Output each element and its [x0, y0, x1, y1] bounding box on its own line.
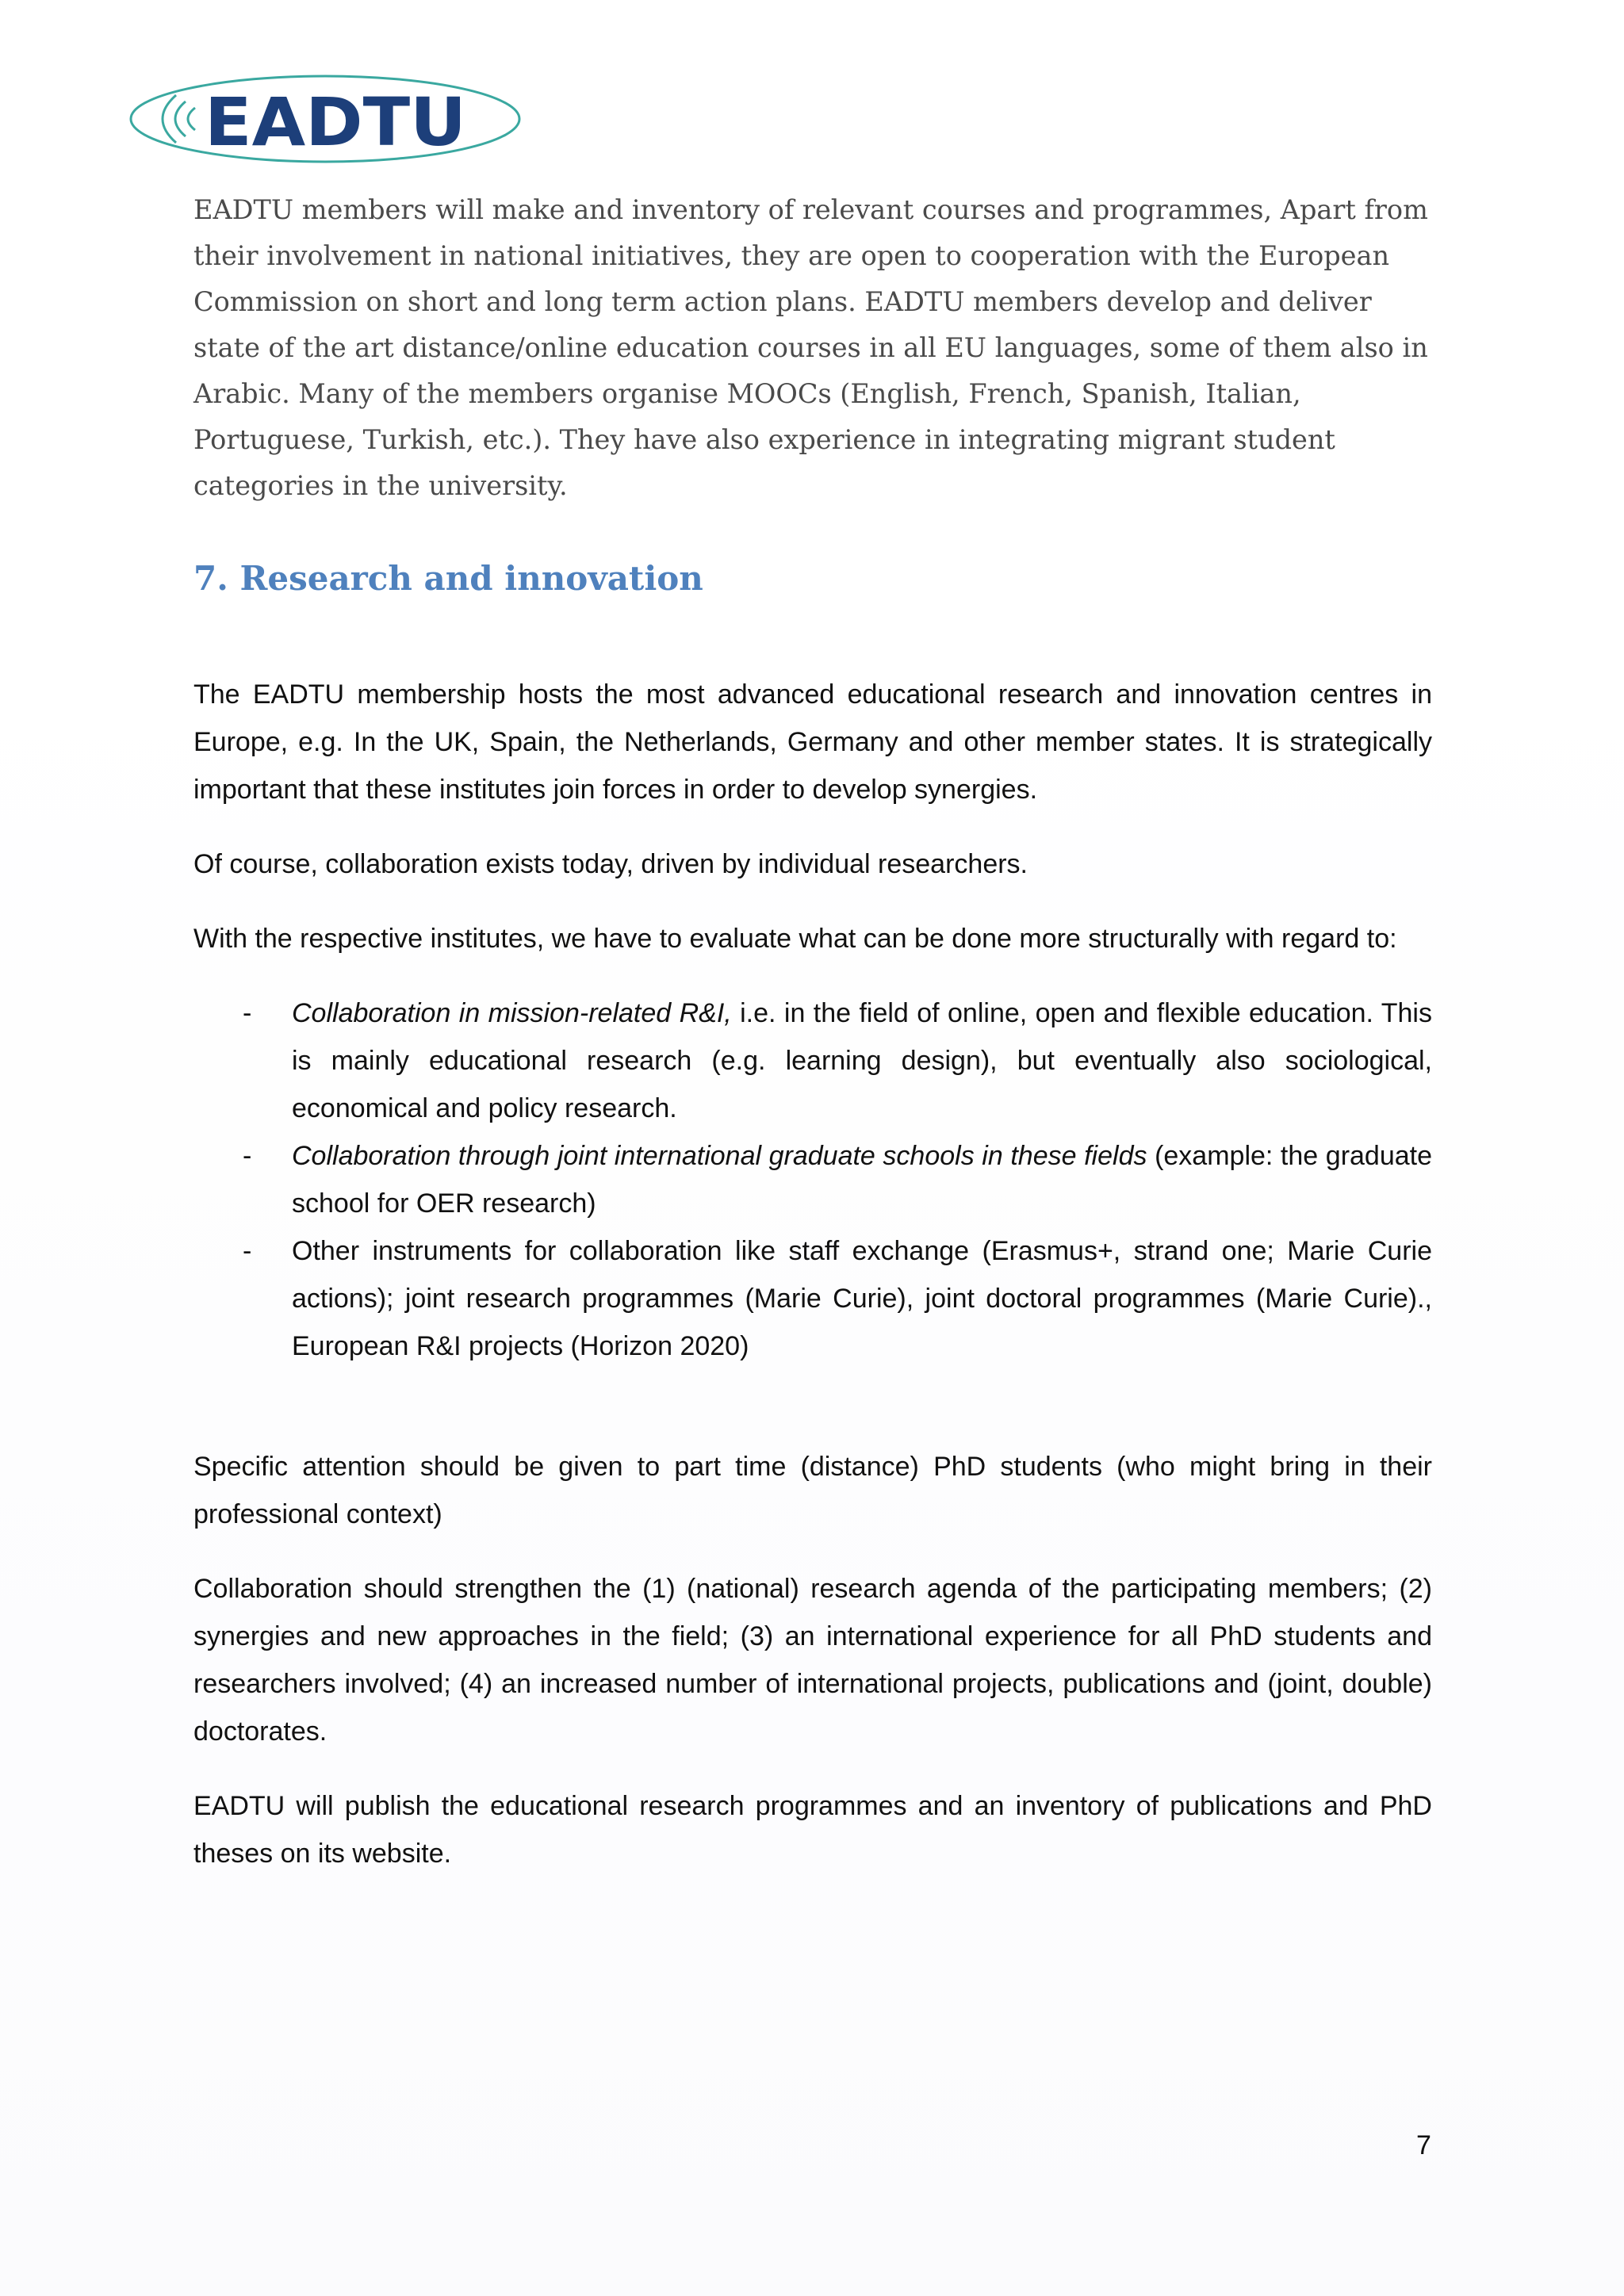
section-heading: 7. Research and innovation [193, 559, 703, 598]
list-dash: - [243, 1141, 252, 1171]
list-item-italic: Collaboration in mission-related R&I, [292, 998, 732, 1028]
section-body [193, 671, 1432, 1904]
collaboration-list [193, 989, 1432, 1370]
body-paragraph: EADTU will publish the educational research programmes and an inventory of publications and PhD theses on its website. [193, 1791, 1432, 1869]
body-paragraph: Specific attention should be given to part time (distance) PhD students (who might bring in their professional context) [193, 1452, 1432, 1529]
list-item-text: (example: the graduate school for OER research) [292, 1141, 1433, 1219]
list-item [193, 989, 1432, 1132]
list-item-italic: Collaboration through joint international graduate schools in these fields [292, 1141, 1147, 1171]
vertical-spacer [193, 1370, 1432, 1443]
list-dash: - [243, 998, 252, 1028]
list-dash: - [243, 1236, 252, 1266]
list-item [193, 1227, 1432, 1370]
body-paragraph: With the respective institutes, we have to evaluate what can be done more structurally with regard to: [193, 924, 1397, 954]
intro-paragraph: EADTU members will make and inventory of relevant courses and programmes, Apart from their involvement in national initiatives, they are open to cooperation with the European Commission on short and long term action plans. EADTU members develop and deliver state of the art distance/online education courses in all EU languages, some of them also in Arabic. Many of the members organise MOOCs (English, French, Spanish, Italian, Portuguese, Turkish, etc.). They have also experience in integrating migrant student categories in the university. [193, 194, 1428, 501]
list-item-text: Other instruments for collaboration like staff exchange (Erasmus+, strand one; Marie Curie actions); joint research programmes (Marie Curie), joint doctoral programmes (Marie Curie)., European R&I projects (Horizon 2020) [292, 1236, 1432, 1361]
body-paragraph: Of course, collaboration exists today, driven by individual researchers. [193, 849, 1028, 879]
eadtu-logo-text: EADTU [205, 83, 466, 161]
list-item [193, 1132, 1432, 1227]
page-number: 7 [1416, 2130, 1431, 2160]
body-paragraph: The EADTU membership hosts the most advanced educational research and innovation centres in Europe, e.g. In the UK, Spain, the Netherlands, Germany and other member states. It is strategically important that these institutes join forces in order to develop synergies. [193, 679, 1432, 805]
body-paragraph: Collaboration should strengthen the (1) (national) research agenda of the participating members; (2) synergies and new approaches in the field; (3) an international experience for all PhD students and researchers involved; (4) an increased number of international projects, publications and (joint, double) doctorates. [193, 1574, 1432, 1747]
eadtu-logo-graphic [127, 71, 523, 166]
eadtu-logo [127, 71, 523, 166]
list-item-text: i.e. in the field of online, open and flexible education. This is mainly educational research (e.g. learning design), but eventually also sociological, economical and policy research. [292, 998, 1432, 1123]
